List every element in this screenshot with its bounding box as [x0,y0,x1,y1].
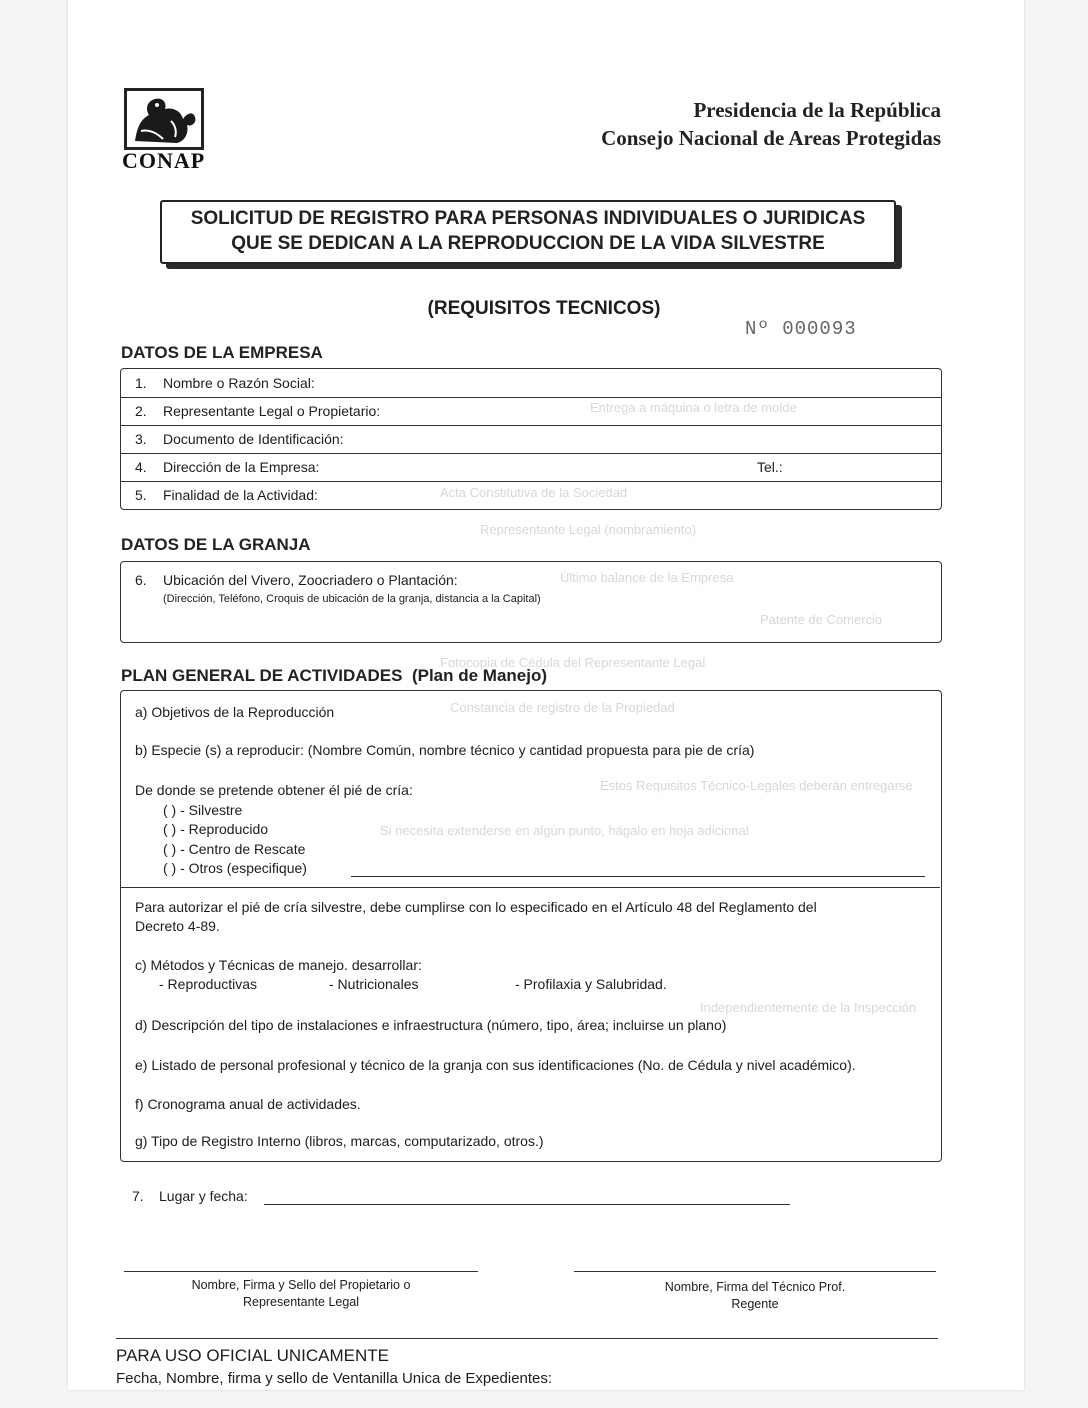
plan-heading-text: PLAN GENERAL DE ACTIVIDADES [121,666,403,685]
row-label: Finalidad de la Actividad: [163,487,318,503]
caption-line-2: Regente [731,1297,779,1311]
lugar-label: Lugar y fecha: [159,1188,248,1204]
origin-option-centro-rescate[interactable]: ( ) - Centro de Rescate [163,841,306,857]
article-note-line-1: Para autorizar el pié de cría silvestre, debe cumplirse con lo especificado en el Artículo 48 del Reglamento del [135,899,817,915]
signature-caption-owner [124,1277,478,1311]
lugar-number: 7. [132,1188,144,1204]
empresa-row-nombre[interactable] [121,369,941,398]
lugar-fecha-line[interactable] [264,1204,790,1205]
row-number: 1. [135,375,147,391]
origin-question: De donde se pretende obtener él pié de cría: [135,782,413,798]
empresa-fields-box [120,368,942,510]
signature-caption-technician [574,1279,936,1313]
origin-option-reproducido[interactable]: ( ) - Reproducido [163,821,269,837]
plan-item-b[interactable]: b) Especie (s) a reproducir: (Nombre Común, nombre técnico y cantidad propuesta para pie de cría) [135,742,755,758]
row-label: Nombre o Razón Social: [163,375,315,391]
row-label: Representante Legal o Propietario: [163,403,381,419]
conap-logo [120,88,212,178]
origin-option-silvestre[interactable]: ( ) - Silvestre [163,802,243,818]
c-option-nutricionales: - Nutricionales [329,976,419,992]
granja-row-note: (Dirección, Teléfono, Croquis de ubicación de la granja, distancia a la Capital) [163,593,541,605]
granja-row-number: 6. [135,572,147,588]
plan-item-c[interactable]: c) Métodos y Técnicas de manejo. desarrollar: [135,957,422,973]
empresa-row-direccion[interactable] [121,453,941,482]
row-number: 5. [135,487,147,503]
official-divider [116,1338,938,1339]
empresa-row-finalidad[interactable] [121,481,941,509]
form-title-line-1: SOLICITUD DE REGISTRO PARA PERSONAS INDIVIDUALES O JURIDICAS [190,208,866,229]
row-number: 4. [135,459,147,475]
institution-line-2: Consejo Nacional de Areas Protegidas [601,126,941,150]
granja-row-label: Ubicación del Vivero, Zoocriadero o Plantación: [163,572,458,588]
caption-line-2: Representante Legal [242,1295,360,1309]
plan-item-f[interactable]: f) Cronograma anual de actividades. [135,1096,361,1112]
official-heading: PARA USO OFICIAL UNICAMENTE [116,1346,389,1365]
form-subtitle: (REQUISITOS TECNICOS) [427,298,661,319]
section-heading-granja: DATOS DE LA GRANJA [121,535,311,554]
empresa-row-documento[interactable] [121,425,941,454]
empresa-row-representante[interactable] [121,397,941,426]
plan-box [120,690,942,1162]
official-line: Fecha, Nombre, firma y sello de Ventanilla Unica de Expedientes: [116,1370,553,1387]
plan-item-e[interactable]: e) Listado de personal profesional y técnico de la granja con sus identificaciones (No. de Cédula y nivel académico). [135,1057,856,1073]
section-heading-plan [121,666,547,686]
form-title-box [160,200,896,264]
plan-item-g[interactable]: g) Tipo de Registro Interno (libros, marcas, computarizado, otros.) [135,1133,544,1149]
logo-emblem [124,88,204,150]
tel-label: Tel.: [757,459,783,475]
section-heading-empresa: DATOS DE LA EMPRESA [121,343,323,362]
origin-option-otros[interactable]: ( ) - Otros (especifique) [163,860,307,876]
signature-line-technician[interactable] [574,1271,936,1272]
serial-number-stamp: Nº 000093 [745,318,857,340]
row-number: 2. [135,403,147,419]
article-note-line-2: Decreto 4-89. [135,918,220,934]
institution-line-1: Presidencia de la República [693,98,941,122]
form-title-line-2: QUE SE DEDICAN A LA REPRODUCCION DE LA VIDA SILVESTRE [231,233,825,254]
row-label: Dirección de la Empresa: [163,459,320,475]
c-option-reproductivas: - Reproductivas [159,976,258,992]
row-label: Documento de Identificación: [163,431,344,447]
plan-heading-note: (Plan de Manejo) [411,666,548,685]
caption-line-1: Nombre, Firma y Sello del Propietario o [191,1278,411,1292]
c-option-profilaxia: - Profilaxia y Salubridad. [515,976,667,992]
otros-specify-line[interactable] [351,876,925,877]
plan-item-d[interactable]: d) Descripción del tipo de instalaciones e infraestructura (número, tipo, área; incluirse un plano) [135,1017,727,1033]
plan-divider [121,887,940,888]
plan-item-a[interactable]: a) Objetivos de la Reproducción [135,704,335,720]
signature-line-owner[interactable] [124,1271,478,1272]
caption-line-1: Nombre, Firma del Técnico Prof. [664,1280,846,1294]
logo-text: CONAP [122,148,206,173]
row-number: 3. [135,431,147,447]
granja-field-box[interactable] [120,561,942,643]
